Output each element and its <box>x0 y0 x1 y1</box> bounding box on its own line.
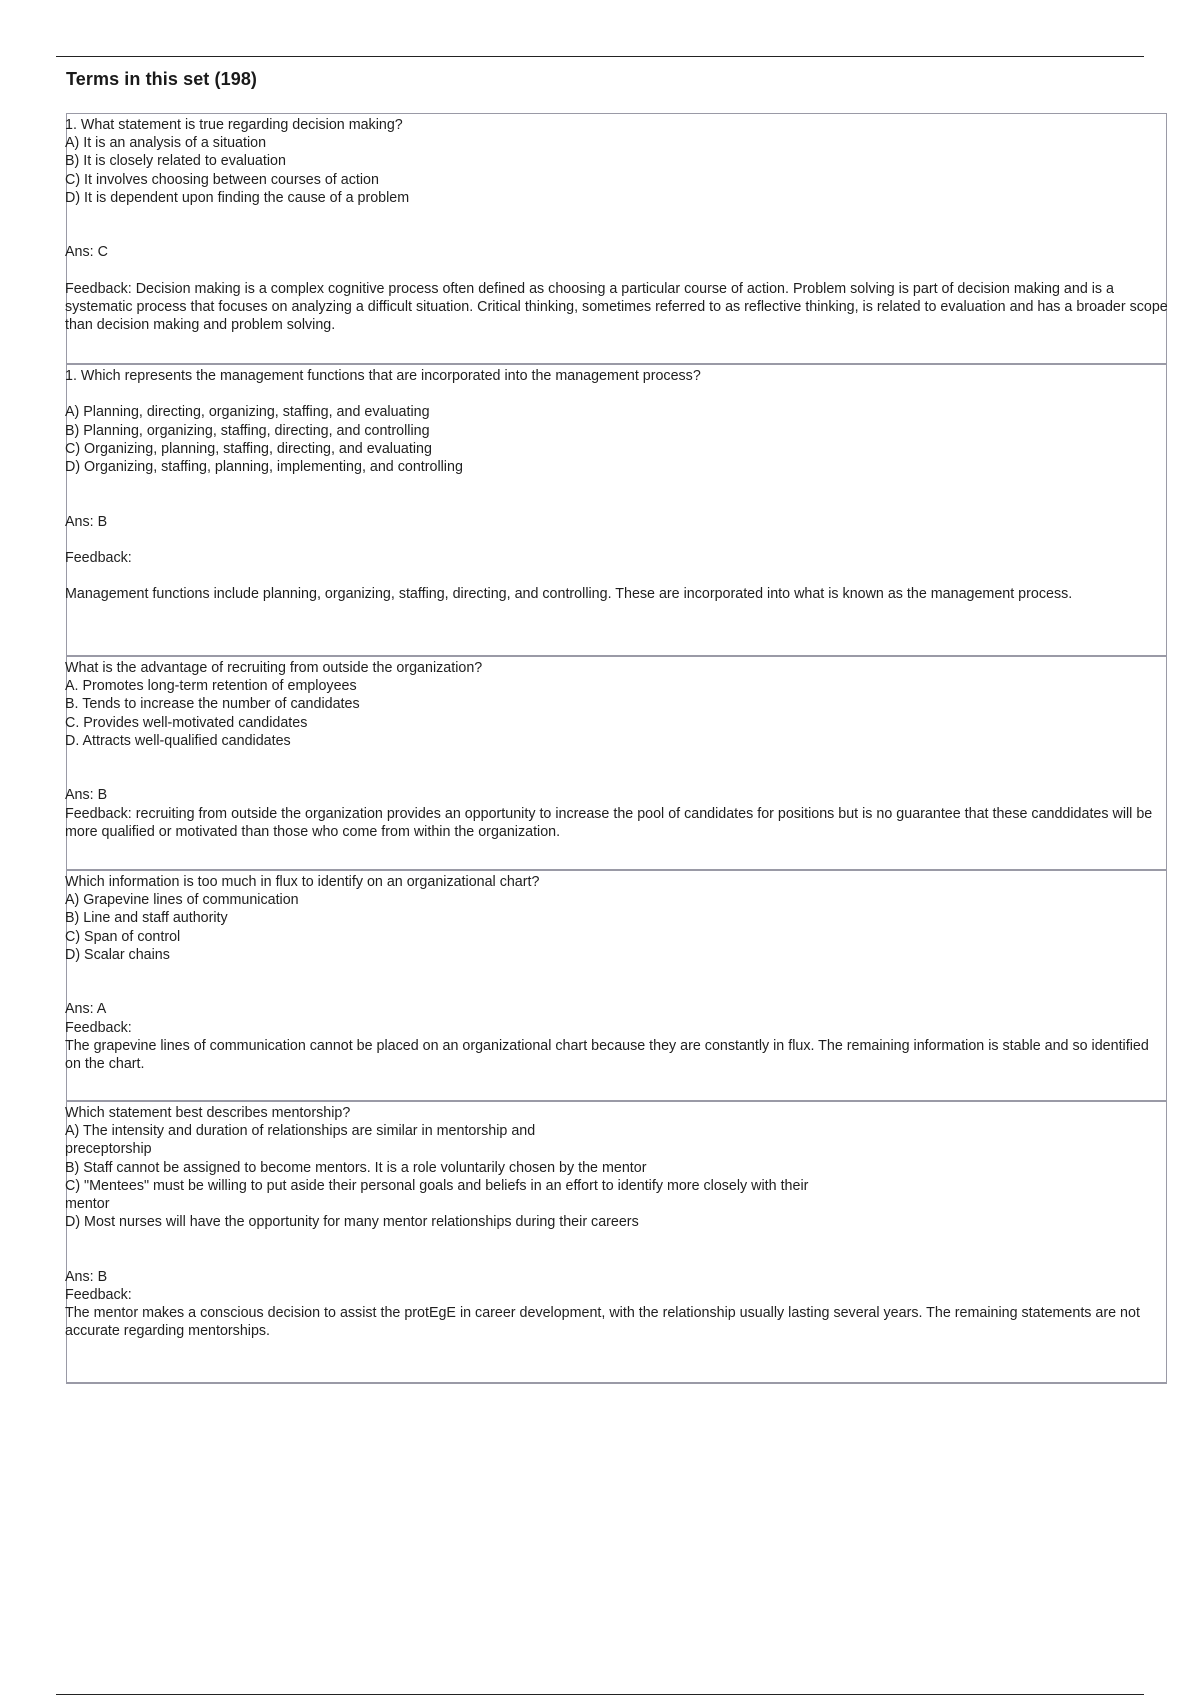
term-card <box>66 1100 1167 1384</box>
top-divider <box>56 56 1144 57</box>
set-title: Terms in this set (198) <box>66 69 258 89</box>
term-card-text: 1. What statement is true regarding decision making? A) It is an analysis of a situation B) It is closely related to evaluation C) It involves choosing between courses of action D) It is dependent upon finding the cause of a problem Ans: C Feedback: Decision making is a complex cognitive process often defined as choosing a particular course of action. Problem solving is part of decision making and is a systematic process that focuses on analyzing a difficult situation. Critical thinking, sometimes referred to as reflective thinking, is related to evaluation and has a broader scope than decision making and problem solving. <box>65 117 1168 334</box>
term-card-text: Which statement best describes mentorship? A) The intensity and duration of relationships are similar in mentorship and preceptorship B) Staff cannot be assigned to become mentors. It is a role voluntarily chosen by the mentor C) "Mentees" must be willing to put aside their personal goals and beliefs in an effort to identify more closely with their mentor D) Most nurses will have the opportunity for many mentor relationships during their careers Ans: B Feedback: The mentor makes a conscious decision to assist the protEgE in career development, with the relationship usually lasting several years. The remaining statements are not accurate regarding mentorships. <box>65 1105 1140 1340</box>
term-card-list <box>66 113 1167 1384</box>
term-card-text: Which information is too much in flux to identify on an organizational chart? A) Grapevine lines of communication B) Line and staff authority C) Span of control D) Scalar chains Ans: A Feedback: The grapevine lines of communication cannot be placed on an organizational chart because they are constantly in flux. The remaining information is stable and so identified on the chart. <box>65 874 1149 1073</box>
term-card <box>66 655 1167 871</box>
term-card-text: What is the advantage of recruiting from outside the organization? A. Promotes long-term retention of employees B. Tends to increase the number of candidates C. Provides well-motivated candidates D. Attracts well-qualified candidates Ans: B Feedback: recruiting from outside the organization provides an opportunity to increase the pool of candidates for positions but is no guarantee that these canddidates will be more qualified or motivated than those who come from within the organization. <box>65 660 1153 840</box>
term-card <box>66 113 1167 365</box>
bottom-divider <box>56 1694 1144 1695</box>
term-card <box>66 869 1167 1102</box>
term-card-text: 1. Which represents the management functions that are incorporated into the management process? A) Planning, directing, organizing, staffing, and evaluating B) Planning, organizing, staffing, directing, and controlling C) Organizing, planning, staffing, directing, and evaluating D) Organizing, staffing, planning, implementing, and controlling Ans: B Feedback: Management functions include planning, organizing, staffing, directing, and controlling. These are incorporated into what is known as the management process. <box>65 368 1073 603</box>
term-card <box>66 363 1167 657</box>
